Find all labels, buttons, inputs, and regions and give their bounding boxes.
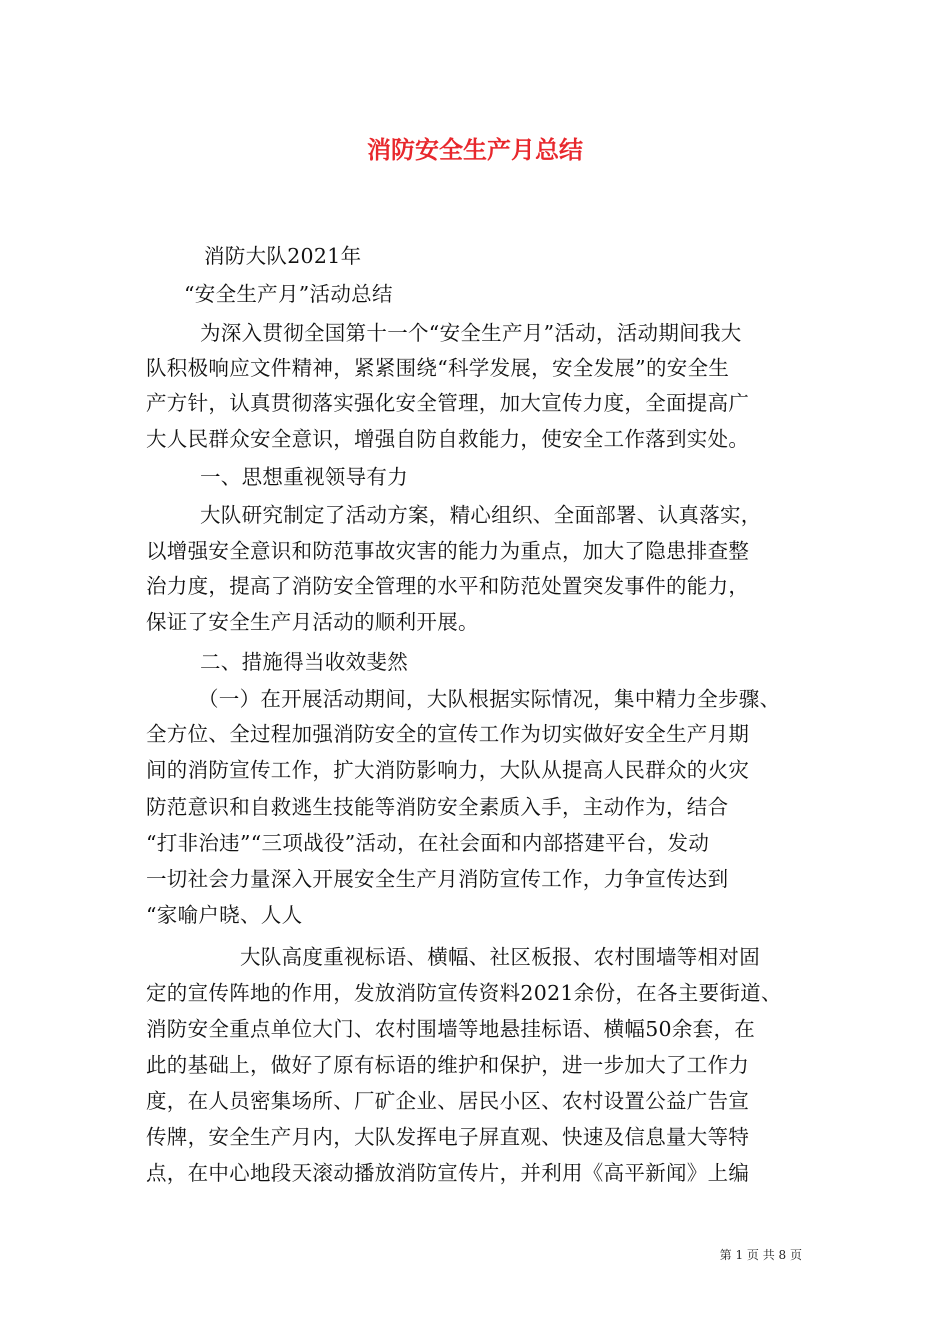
body-line: 产方针，认真贯彻落实强化安全管理，加大宣传力度，全面提高广 bbox=[146, 391, 750, 415]
body-line: 定的宣传阵地的作用，发放消防宣传资料2021余份，在各主要街道、 bbox=[146, 981, 782, 1005]
page-number: 第 1 页 共 8 页 bbox=[719, 1248, 802, 1262]
body-line: 消防大队2021年 bbox=[204, 244, 362, 268]
body-line: 大队研究制定了活动方案，精心组织、全面部署、认真落实， bbox=[200, 503, 762, 527]
body-line: 队积极响应文件精神，紧紧围绕“科学发展，安全发展”的安全生 bbox=[146, 356, 730, 380]
body-line: “安全生产月”活动总结 bbox=[184, 282, 393, 306]
body-line: 大队高度重视标语、横幅、社区板报、农村围墙等相对固 bbox=[240, 945, 760, 969]
body-line: 防范意识和自救逃生技能等消防安全素质入手，主动作为，结合 bbox=[146, 795, 729, 819]
section-heading: 二、措施得当收效斐然 bbox=[200, 650, 408, 674]
body-line: 以增强安全意识和防范事故灾害的能力为重点，加大了隐患排查整 bbox=[146, 539, 750, 563]
body-line: 为深入贯彻全国第十一个“安全生产月”活动，活动期间我大 bbox=[200, 321, 742, 345]
body-line: 传牌，安全生产月内，大队发挥电子屏直观、快速及信息量大等特 bbox=[146, 1125, 750, 1149]
body-line: 全方位、全过程加强消防安全的宣传工作为切实做好安全生产月期 bbox=[146, 722, 750, 746]
body-line: 保证了安全生产月活动的顺利开展。 bbox=[146, 610, 479, 634]
section-heading: 一、思想重视领导有力 bbox=[200, 465, 408, 489]
body-line: 点，在中心地段天滚动播放消防宣传片，并利用《高平新闻》上编 bbox=[146, 1161, 750, 1185]
body-line: 一切社会力量深入开展安全生产月消防宣传工作，力争宣传达到 bbox=[146, 867, 729, 891]
body-line: 消防安全重点单位大门、农村围墙等地悬挂标语、横幅50余套，在 bbox=[146, 1017, 756, 1041]
body-line: 间的消防宣传工作，扩大消防影响力，大队从提高人民群众的火灾 bbox=[146, 758, 750, 782]
document-title: 消防安全生产月总结 bbox=[367, 135, 583, 164]
body-line: “打非治违”“三项战役”活动，在社会面和内部搭建平台，发动 bbox=[146, 831, 710, 855]
body-line: 此的基础上，做好了原有标语的维护和保护，进一步加大了工作力 bbox=[146, 1053, 750, 1077]
body-line: 度，在人员密集场所、厂矿企业、居民小区、农村设置公益广告宣 bbox=[146, 1089, 750, 1113]
body-line: “家喻户晓、人人 bbox=[146, 903, 303, 927]
body-line: 大人民群众安全意识，增强自防自救能力，使安全工作落到实处。 bbox=[146, 427, 750, 451]
body-line: 治力度，提高了消防安全管理的水平和防范处置突发事件的能力， bbox=[146, 574, 750, 598]
body-line: （一）在开展活动期间，大队根据实际情况，集中精力全步骤、 bbox=[198, 687, 781, 711]
